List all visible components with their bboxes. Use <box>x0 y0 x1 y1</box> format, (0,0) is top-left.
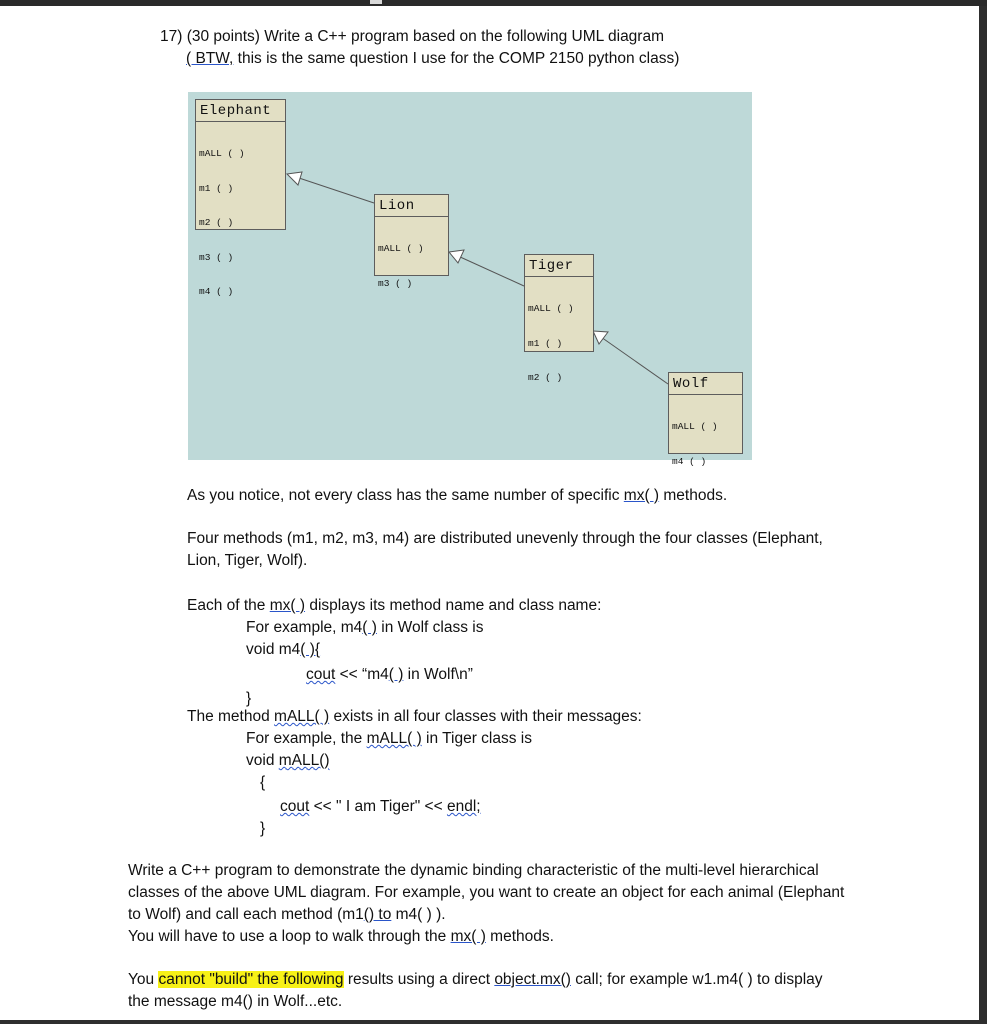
method: mALL ( ) <box>378 243 424 254</box>
highlighted-text: cannot "build" the following <box>158 971 344 988</box>
code-line-close-brace-2: } <box>260 820 266 837</box>
paragraph-notice: As you notice, not every class has the same number of specific mx( ) methods. <box>187 487 728 504</box>
object-mx-link[interactable]: object.mx() <box>494 971 571 988</box>
code-line-cout-tiger: cout << " I am Tiger" << endl; <box>280 798 481 815</box>
mall-link[interactable]: mALL() <box>278 752 330 769</box>
paragraph-write-4: You will have to use a loop to walk through the mx( ) methods. <box>128 928 554 945</box>
m4-link[interactable]: ( ) <box>362 619 377 636</box>
right-scroll-rail[interactable] <box>979 6 987 1024</box>
mx-link[interactable]: mx( ) <box>269 597 306 614</box>
class-lion <box>374 194 449 289</box>
class-tiger <box>524 254 594 383</box>
paragraph-cannot-2: the message m4() in Wolf...etc. <box>128 993 343 1010</box>
example-1: For example, m4( ) in Wolf class is <box>246 619 484 636</box>
m4-link[interactable]: ( ) <box>388 666 404 683</box>
method: mALL ( ) <box>672 421 718 432</box>
method-list <box>196 122 285 321</box>
paragraph-four-methods-2: Lion, Tiger, Wolf). <box>187 552 308 569</box>
mx-link[interactable]: mx( ) <box>450 928 486 945</box>
class-name: Tiger <box>525 255 593 277</box>
question-line-2: ( BTW, this is the same question I use for the COMP 2150 python class) <box>186 50 680 67</box>
code-line-open-brace: { <box>260 774 266 791</box>
method: m3 ( ) <box>378 277 413 289</box>
method-list <box>525 277 593 407</box>
bottom-bar <box>0 1020 987 1024</box>
document-page <box>0 6 979 1020</box>
code-line-cout-m4: cout << “m4( ) in Wolf\n” <box>306 666 473 683</box>
question-line-1: 17) (30 points) Write a C++ program based on the following UML diagram <box>160 28 664 45</box>
method-list <box>375 217 448 312</box>
method: m2 ( ) <box>199 217 234 228</box>
code-line-void-m4: void m4( ){ <box>246 641 321 658</box>
example-2: For example, the mALL( ) in Tiger class is <box>246 730 532 747</box>
m4-link[interactable]: ( ){ <box>300 641 321 658</box>
method: mALL ( ) <box>528 303 574 314</box>
method-list <box>669 395 742 490</box>
method: m1 ( ) <box>199 182 234 194</box>
method: m4 ( ) <box>672 455 707 467</box>
top-bar-marker <box>370 0 382 4</box>
paragraph-cannot-1: You cannot "build" the following results using a direct object.mx() call; for example w1.m4( ) to display <box>128 971 823 988</box>
class-name: Lion <box>375 195 448 217</box>
class-name: Elephant <box>196 100 285 122</box>
btw-link[interactable]: ( BTW, <box>186 50 234 67</box>
class-elephant <box>195 99 286 297</box>
class-wolf <box>668 372 743 467</box>
paragraph-write-3: to Wolf) and call each method (m1() to m4( ) ). <box>128 906 446 923</box>
method: m2 ( ) <box>528 372 563 383</box>
paragraph-four-methods-1: Four methods (m1, m2, m3, m4) are distributed unevenly through the four classes (Elephant, <box>187 530 823 547</box>
code-line-void-mall: void mALL() <box>246 752 330 769</box>
uml-diagram <box>188 92 752 467</box>
paragraph-write-1: Write a C++ program to demonstrate the dynamic binding characteristic of the multi-level hierarchical <box>128 862 819 879</box>
paragraph-write-2: classes of the above UML diagram. For example, you want to create an object for each animal (Elephant <box>128 884 845 901</box>
paragraph-each-mx: Each of the mx( ) displays its method name and class name: <box>187 597 602 614</box>
paragraph-mall: The method mALL( ) exists in all four classes with their messages: <box>187 708 642 725</box>
method: m1 ( ) <box>528 337 563 349</box>
method: m3 ( ) <box>199 251 234 263</box>
method: mALL ( ) <box>199 148 245 159</box>
mall-link[interactable]: mALL( ) <box>366 730 422 747</box>
method: m4 ( ) <box>199 286 234 297</box>
mall-link[interactable]: mALL( ) <box>274 708 330 725</box>
m1-to-link[interactable]: () to <box>363 906 392 923</box>
class-name: Wolf <box>669 373 742 395</box>
code-line-close-brace: } <box>246 690 252 707</box>
mx-link[interactable]: mx( ) <box>623 487 660 504</box>
